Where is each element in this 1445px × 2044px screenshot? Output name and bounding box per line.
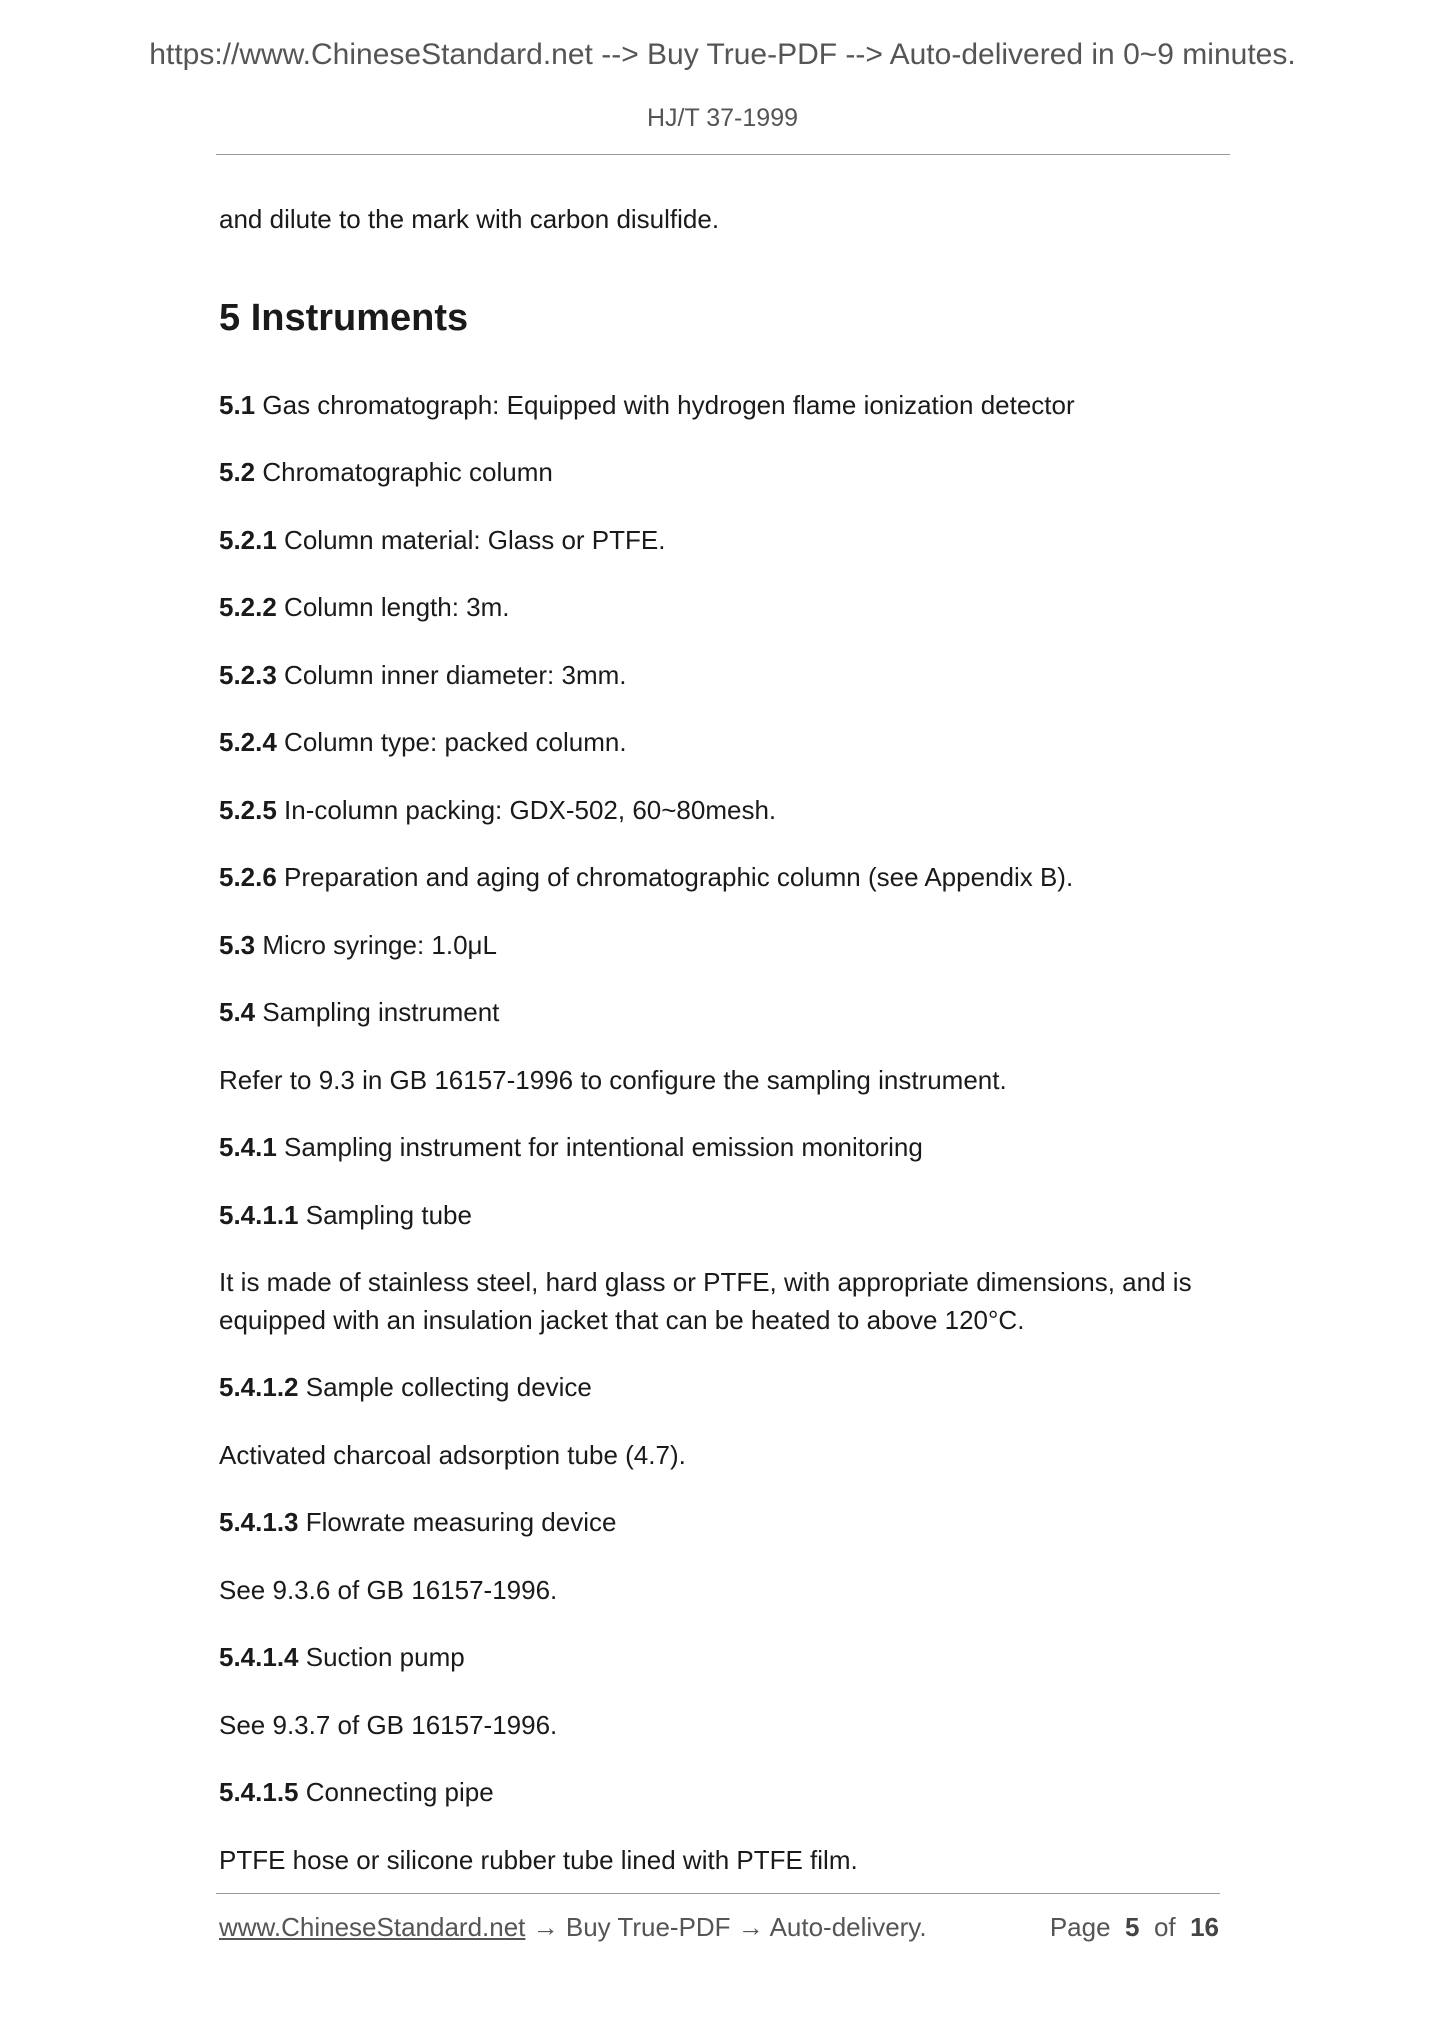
clause-number: 5.2.5: [219, 795, 277, 825]
paragraph: [219, 1503, 1229, 1541]
header-divider: [216, 154, 1230, 155]
paragraph: [219, 1196, 1229, 1234]
clause-text: See 9.3.7 of GB 16157-1996.: [219, 1710, 558, 1740]
clause-number: 5.2.4: [219, 727, 277, 757]
clause-text: Flowrate measuring device: [298, 1507, 617, 1537]
paragraph: [219, 1773, 1229, 1811]
clause-text: Preparation and aging of chromatographic column (see Appendix B).: [276, 862, 1074, 892]
clause-text: Sample collecting device: [298, 1372, 592, 1402]
clause-text: In-column packing: GDX-502, 60~80mesh.: [276, 795, 777, 825]
paragraph: [219, 1368, 1229, 1406]
clause-number: 5.1: [219, 390, 256, 420]
paragraph: [219, 1638, 1229, 1676]
clause-number: 5.4.1: [219, 1132, 277, 1162]
paragraph: [219, 1571, 1229, 1609]
page-footer: [219, 1912, 1219, 1943]
clause-text: Refer to 9.3 in GB 16157-1996 to configure the sampling instrument.: [219, 1065, 1007, 1095]
paragraph: [219, 1706, 1229, 1744]
clause-text: It is made of stainless steel, hard glass or PTFE, with appropriate dimensions, and is equipped with an insulation jacket that can be heated to above 120°C.: [219, 1267, 1192, 1335]
clause-number: 5.2.1: [219, 525, 277, 555]
footer-site-link[interactable]: www.ChineseStandard.net: [219, 1912, 526, 1942]
clause-text: PTFE hose or silicone rubber tube lined with PTFE film.: [219, 1845, 858, 1875]
of-label: of: [1153, 1912, 1176, 1942]
clause-text: Chromatographic column: [255, 457, 553, 487]
paragraph: [219, 723, 1229, 761]
clause-text: Gas chromatograph: Equipped with hydrogen flame ionization detector: [255, 390, 1075, 420]
paragraph: [219, 453, 1229, 491]
paragraph: [219, 588, 1229, 626]
intro-text: and dilute to the mark with carbon disulfide.: [219, 204, 720, 234]
paragraph: [219, 656, 1229, 694]
top-banner: https://www.ChineseStandard.net --> Buy True-PDF --> Auto-delivered in 0~9 minutes.: [149, 38, 1296, 71]
clause-number: 5.2.6: [219, 862, 277, 892]
clause-number: 5.2.3: [219, 660, 277, 690]
clause-text: Activated charcoal adsorption tube (4.7).: [219, 1440, 686, 1470]
paragraph: [219, 926, 1229, 964]
paragraph: [219, 791, 1229, 829]
paragraph: [219, 521, 1229, 559]
clause-text: See 9.3.6 of GB 16157-1996.: [219, 1575, 558, 1605]
clause-text: Column inner diameter: 3mm.: [276, 660, 627, 690]
paragraph: [219, 1263, 1229, 1339]
footer-divider: [216, 1893, 1220, 1894]
paragraph: [219, 858, 1229, 896]
clause-text: Suction pump: [298, 1642, 465, 1672]
page-total: 16: [1190, 1912, 1219, 1942]
paragraph: [219, 386, 1229, 424]
clause-text: Sampling instrument for intentional emission monitoring: [276, 1132, 923, 1162]
clause-number: 5.3: [219, 930, 256, 960]
paragraph: [219, 993, 1229, 1031]
clause-number: 5.4.1.1: [219, 1200, 299, 1230]
clause-text: Column type: packed column.: [276, 727, 627, 757]
paragraph: [219, 1841, 1229, 1879]
page-indicator: [1050, 1912, 1219, 1943]
page-number: 5: [1125, 1912, 1140, 1942]
clause-number: 5.4.1.4: [219, 1642, 299, 1672]
paragraph: [219, 1436, 1229, 1474]
section-heading: 5 Instruments: [219, 297, 469, 339]
clause-number: 5.2: [219, 457, 256, 487]
paragraph: [219, 1128, 1229, 1166]
clause-text: Sampling instrument: [255, 997, 500, 1027]
clause-text: Connecting pipe: [298, 1777, 494, 1807]
clause-text: Micro syringe: 1.0μL: [255, 930, 498, 960]
document-code: HJ/T 37-1999: [646, 104, 798, 132]
clause-text: Sampling tube: [298, 1200, 472, 1230]
clause-number: 5.4.1.3: [219, 1507, 299, 1537]
clause-text: Column material: Glass or PTFE.: [276, 525, 666, 555]
paragraph: [219, 1061, 1229, 1099]
clause-text: Column length: 3m.: [276, 592, 510, 622]
clause-number: 5.2.2: [219, 592, 277, 622]
clause-number: 5.4: [219, 997, 256, 1027]
clause-number: 5.4.1.2: [219, 1372, 299, 1402]
footer-tagline: → Buy True-PDF → Auto-delivery.: [525, 1912, 927, 1942]
clause-number: 5.4.1.5: [219, 1777, 299, 1807]
page-label: Page: [1049, 1912, 1111, 1942]
